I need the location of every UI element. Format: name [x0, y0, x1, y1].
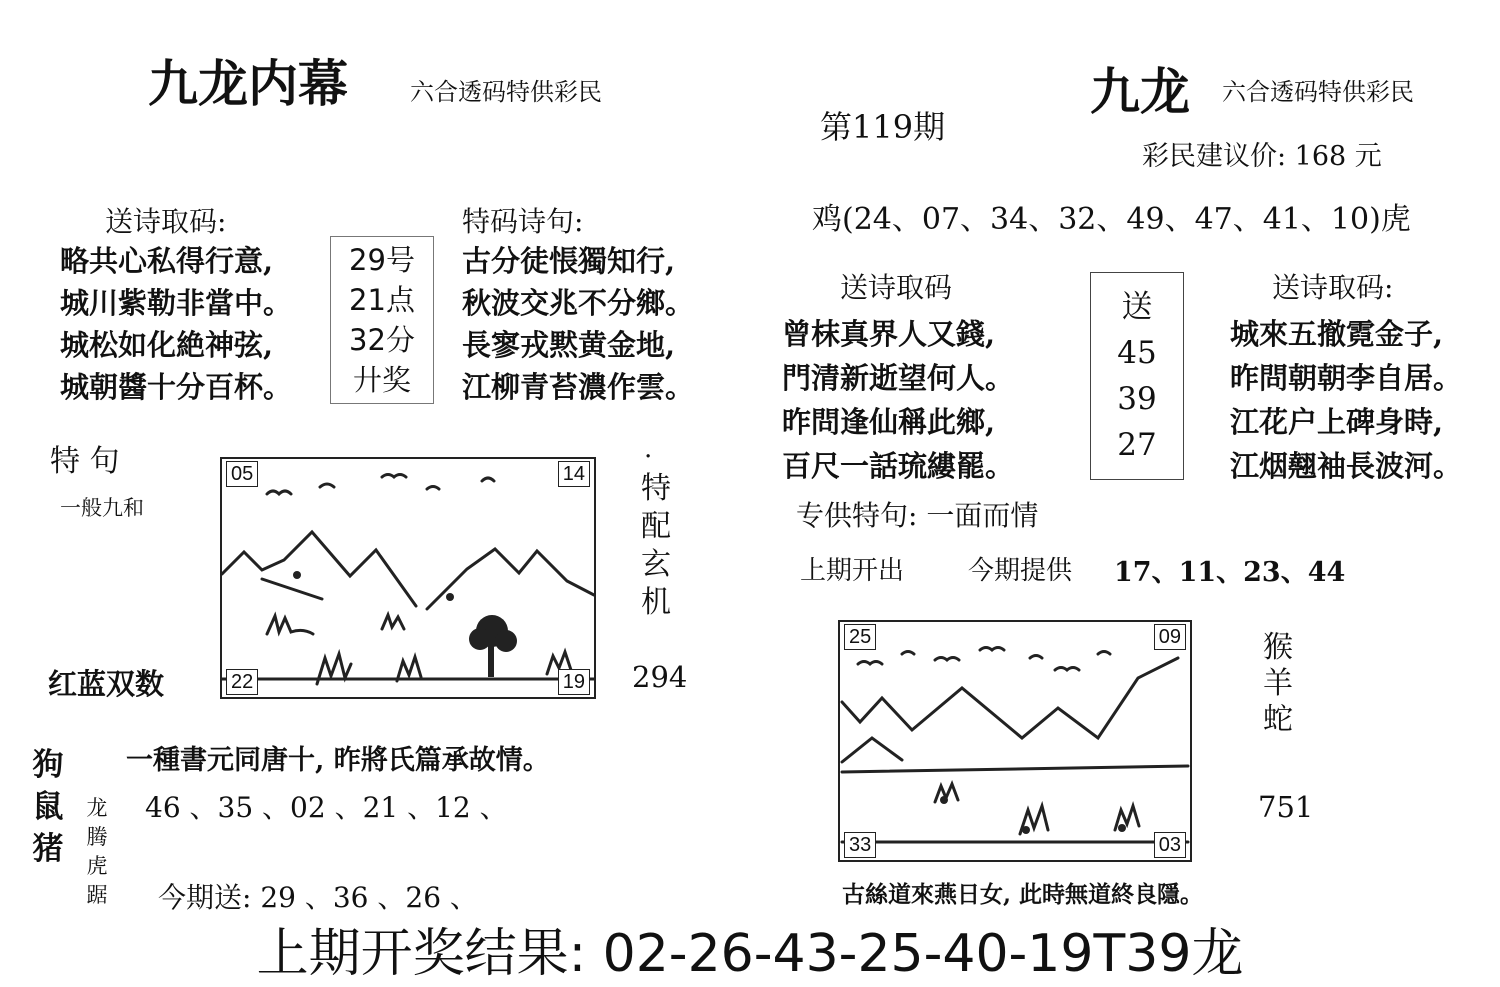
dragon-char: 腾 — [86, 825, 108, 849]
box-line: 32分 — [349, 323, 415, 357]
left-special-label: 特 句 — [50, 444, 120, 479]
right-landscape-drawing — [840, 622, 1190, 860]
zodiac-char: 鼠 — [32, 789, 64, 825]
vertical-char: 配 — [641, 509, 671, 544]
price: 彩民建议价: 168 元 — [1142, 141, 1382, 172]
numbers-line: 鸡(24、07、34、32、49、47、41、10)虎 — [812, 202, 1411, 237]
corner-number: 25 — [844, 624, 876, 650]
dragon-char: 踞 — [86, 883, 108, 907]
dragon-char: 虎 — [86, 854, 108, 878]
vertical-char: 机 — [641, 585, 671, 620]
right-side-vertical — [1258, 630, 1298, 738]
right-title: 九龙 — [1090, 62, 1190, 121]
dragon-char: 龙 — [86, 796, 108, 820]
vertical-char: 特 — [641, 471, 671, 506]
left-poem-send-header: 送诗取码: — [105, 205, 227, 238]
poem-line: 城朝醬十分百杯。 — [60, 370, 293, 404]
left-poem-special-header: 特码诗句: — [462, 205, 584, 238]
zodiac-char: 猪 — [32, 831, 64, 867]
result-line: 上期开奖结果: 02-26-43-25-40-19T39龙 — [256, 924, 1244, 984]
corner-number: 09 — [1154, 624, 1186, 650]
left-numbers-row: 46 、35 、02 、21 、12 、 — [145, 791, 508, 824]
right-bottom-poem: 古絲道來燕日女, 此時無道終良隱。 — [842, 881, 1204, 908]
right-subtitle: 六合透码特供彩民 — [1222, 78, 1414, 106]
right-poem-right-header: 送诗取码: — [1272, 271, 1394, 304]
poem-line: 長寥戎黙黄金地, — [462, 328, 676, 362]
box-line: 廾奖 — [352, 363, 411, 397]
this-issue-label: 今期提供 — [968, 556, 1073, 586]
issue-number: 第119期 — [820, 108, 946, 146]
poem-line: 秋波交兆不分鄉。 — [462, 286, 695, 320]
last-issue-label: 上期开出 — [800, 556, 905, 586]
right-side-number: 751 — [1258, 790, 1314, 824]
poem-line: 江烟翹袖長波河。 — [1230, 449, 1463, 483]
vertical-char: 猴 — [1263, 630, 1293, 665]
right-landscape-picture — [838, 620, 1192, 862]
poem-line: 古分徒悵獨知行, — [462, 244, 676, 278]
vertical-char: 羊 — [1263, 666, 1293, 701]
right-poem-right — [1230, 312, 1462, 488]
poem-line: 江花户上碑身時, — [1230, 405, 1444, 439]
box-line: 29号 — [349, 243, 415, 277]
special-phrase: 专供特句: 一面而情 — [796, 499, 1039, 532]
provide-numbers: 17、11、23、44 — [1114, 557, 1346, 588]
box-line: 45 — [1117, 335, 1157, 371]
corner-number: 05 — [226, 461, 258, 487]
left-side-vertical — [636, 470, 676, 622]
box-line: 39 — [1117, 381, 1157, 417]
poem-line: 江柳青苔濃作雲。 — [462, 370, 695, 404]
left-send-row: 今期送: 29 、36 、26 、 — [158, 881, 478, 914]
poem-line: 門清新逝望何人。 — [782, 361, 1015, 395]
left-poem-special — [462, 240, 694, 408]
left-poem-line: 一種書元同唐十, 昨將氏篇承故情。 — [126, 745, 550, 776]
zodiac-vertical — [26, 744, 70, 870]
poem-line: 城川紫勒非當中。 — [60, 286, 293, 320]
poem-line: 略共心私得行意, — [60, 244, 274, 278]
left-poem-send — [60, 240, 292, 408]
vertical-char: 玄 — [641, 547, 671, 582]
poem-line: 曾枺真界人又錢, — [782, 317, 996, 351]
box-line: 27 — [1117, 427, 1157, 463]
dragon-vertical — [82, 794, 112, 910]
zodiac-char: 狗 — [32, 747, 64, 783]
box-line: 送 — [1121, 289, 1153, 325]
poem-line: 城松如化絶神弦, — [60, 328, 274, 362]
red-blue-label: 红蓝双数 — [48, 667, 165, 701]
poem-line: 昨問朝朝李自居。 — [1230, 361, 1463, 395]
vertical-char: 蛇 — [1263, 702, 1293, 737]
left-special-text: 一般九和 — [60, 496, 144, 520]
left-subtitle: 六合透码特供彩民 — [410, 78, 602, 106]
side-dot: . — [644, 434, 653, 464]
poem-line: 百尺一話琉縷罷。 — [782, 449, 1015, 483]
left-landscape-picture — [220, 457, 596, 699]
left-side-number: 294 — [632, 660, 688, 694]
poem-line: 昨問逢仙稱此鄉, — [782, 405, 996, 439]
corner-number: 03 — [1154, 832, 1186, 858]
corner-number: 22 — [226, 669, 258, 695]
corner-number: 33 — [844, 832, 876, 858]
left-landscape-drawing — [222, 459, 594, 697]
right-poem-left — [782, 312, 1014, 488]
right-poem-left-header: 送诗取码 — [840, 271, 953, 304]
left-title: 九龙内幕 — [148, 54, 348, 113]
poem-line: 城來五撤霓金子, — [1230, 317, 1444, 351]
box-line: 21点 — [349, 283, 415, 317]
right-center-box-text — [1090, 284, 1184, 468]
left-center-box-text — [330, 240, 434, 400]
corner-number: 19 — [558, 669, 590, 695]
corner-number: 14 — [558, 461, 590, 487]
